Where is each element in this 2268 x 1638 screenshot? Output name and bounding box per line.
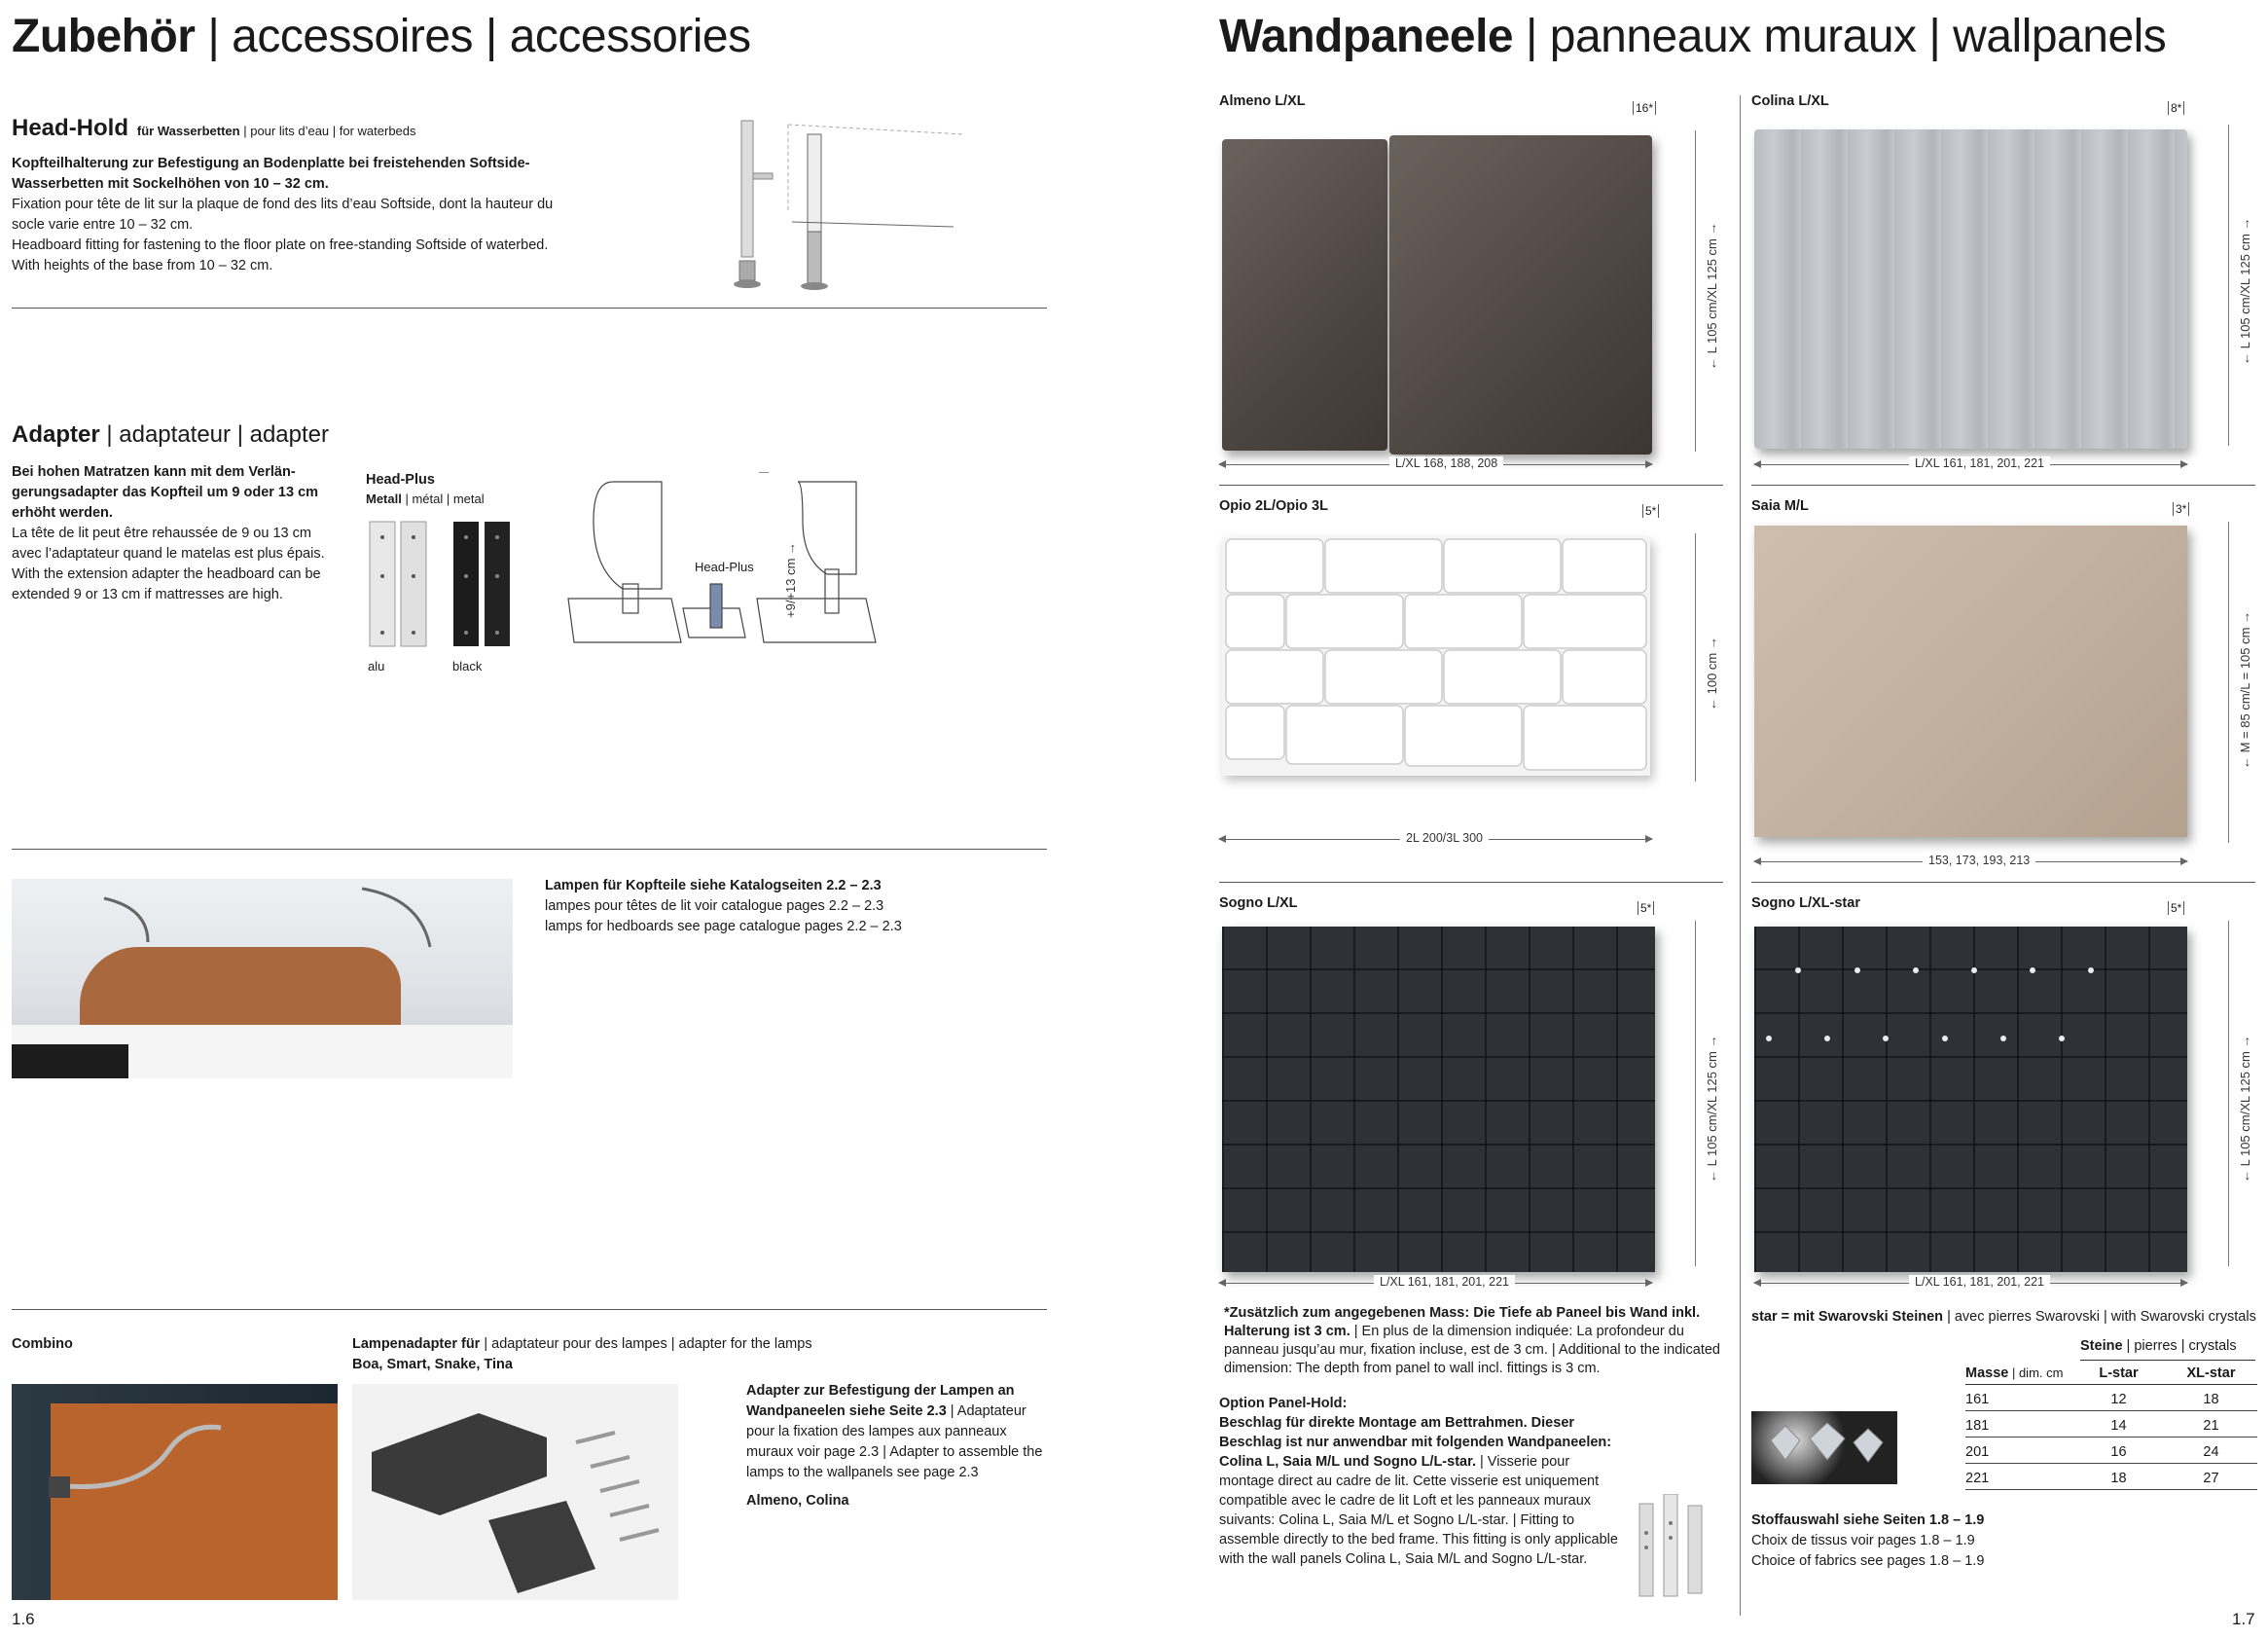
right-column-divider [1740, 95, 1741, 1616]
lampenadapter-photo [352, 1384, 678, 1600]
saia-height-line [2228, 522, 2229, 843]
adapter-en: With the extension adapter the headboard can be extended 9 or 13 cm if mattresses are high. [12, 566, 321, 602]
title-bold: Wandpaneele [1219, 11, 1514, 62]
almeno-panel-left [1222, 139, 1387, 451]
cell-xl: 27 [2203, 1471, 2219, 1486]
colina-height: ← L 105 cm/XL 125 cm → [2238, 217, 2252, 365]
headhold-en: Headboard fitting for fastening to the floor plate on free-standing Softside of waterbed. With heights of the base from 10 – 32 cm. [12, 237, 549, 273]
headplus-diagram-label: Head-Plus [695, 560, 754, 574]
swarovski-crystals-photo [1751, 1411, 1897, 1484]
headplus-sub-bold: Metall [366, 491, 402, 506]
panel-name-saia: Saia M/L [1751, 498, 1809, 514]
headplus-title: Head-Plus [366, 472, 435, 488]
lamps-en: lamps for hedboards see page catalogue pages 2.2 – 2.3 [545, 919, 902, 934]
star-note-bold: star = mit Swarovski Steinen [1751, 1309, 1944, 1325]
cell-xl: 24 [2203, 1444, 2219, 1460]
cell-masse: 221 [1965, 1471, 1990, 1486]
panel-hold-image [1635, 1494, 1722, 1606]
lampenadapter-desc [746, 1381, 1053, 1511]
panel-depth-saia: 3* [2173, 502, 2189, 516]
star-table-rows [1965, 1389, 2257, 1490]
sogno-panel [1222, 927, 1655, 1272]
panel-depth-opio: 5* [1642, 504, 1659, 518]
saia-panel [1754, 526, 2187, 837]
left-divider-2 [12, 849, 1047, 850]
panel-depth-sogno-star: 5* [2168, 901, 2184, 915]
left-divider-1 [12, 308, 1047, 309]
cell-masse: 161 [1965, 1392, 1990, 1407]
table-row [1965, 1441, 2257, 1464]
table-row [1965, 1415, 2257, 1438]
right-divider-1a [1219, 485, 1723, 486]
panel-name-opio: Opio 2L/Opio 3L [1219, 498, 1328, 514]
almeno-width: L/XL 168, 188, 208 [1389, 456, 1503, 470]
col-l-star: L-star [2099, 1365, 2139, 1381]
steine-header [2080, 1338, 2237, 1354]
fabrics-en: Choice of fabrics see pages 1.8 – 1.9 [1751, 1553, 1985, 1569]
lamps-fr: lampes pour têtes de lit voir catalogue pages 2.2 – 2.3 [545, 898, 884, 914]
panel-name-almeno: Almeno L/XL [1219, 93, 1306, 109]
fabrics-fr: Choix de tissus voir pages 1.8 – 1.9 [1751, 1533, 1975, 1548]
colina-height-line [2228, 125, 2229, 446]
label-alu: alu [368, 659, 385, 673]
cell-l: 14 [2110, 1418, 2127, 1434]
cell-xl: 18 [2203, 1392, 2219, 1407]
panel-hold-rest: | Visserie pour montage direct au cadre de lit. Cette visserie est uniquement compatible avec le cadre de lit Loft et les panneaux muraux suivants: Colina L, Saia M/L et Sogno L/L-star. | Fitting to assemble directly to the bed frame. This fitting is only applicable with the wall panels Colina L, Saia M/L and Sogno L/L-star. [1219, 1454, 1618, 1567]
panel-hold-title: Option Panel-Hold: [1219, 1396, 1348, 1411]
adapter-title-bold: Adapter [12, 421, 100, 448]
cell-masse: 201 [1965, 1444, 1990, 1460]
table-row [1965, 1468, 2257, 1490]
left-divider-3 [12, 1309, 1047, 1310]
panel-name-colina: Colina L/XL [1751, 93, 1829, 109]
adapter-bold-text: Bei hohen Matratzen kann mit dem Verlän-gerungsadapter das Kopfteil um 9 oder 13 cm erhöht werden. [12, 464, 319, 521]
panel-depth-sogno: 5* [1638, 901, 1654, 915]
almeno-panel-right [1389, 135, 1652, 455]
saia-width: 153, 173, 193, 213 [1923, 854, 2035, 867]
lampenadapter-title-bold: Lampenadapter für [352, 1336, 481, 1352]
colina-panel [1754, 129, 2187, 449]
cell-xl: 21 [2203, 1418, 2219, 1434]
fabrics-section [1751, 1511, 2160, 1572]
panel-depth-colina: 8* [2168, 101, 2184, 115]
opio-height: ← 100 cm → [1705, 637, 1719, 710]
page-number-right: 1.7 [2232, 1610, 2255, 1628]
headplus-sub-rest: | métal | metal [401, 491, 485, 506]
combino-photo [12, 1384, 338, 1600]
headhold-bold-text: Kopfteilhalterung zur Befestigung an Bodenplatte bei freistehenden Softside-Wasserbetten mit Sockelhöhen von 10 – 32 cm. [12, 156, 530, 192]
lampenadapter-desc-rest: | Adaptateur pour la fixation des lampes aux panneaux muraux voir page 2.3 | Adapter to assemble the lamps to the wallpanels see page 2.3 [746, 1403, 1043, 1480]
title-bold: Zubehör [12, 11, 196, 62]
sogno-star-height-line [2228, 921, 2229, 1266]
lampenadapter-models: Boa, Smart, Snake, Tina [352, 1357, 513, 1372]
opio-width: 2L 200/3L 300 [1400, 831, 1489, 845]
panel-name-sogno-star: Sogno L/XL-star [1751, 895, 1860, 911]
steine-header-rest: | pierres | crystals [2122, 1338, 2237, 1354]
lamps-text [545, 876, 1031, 937]
opio-panel [1222, 537, 1650, 776]
right-divider-2a [1219, 882, 1723, 883]
cell-l: 12 [2110, 1392, 2127, 1407]
adapter-section [12, 421, 333, 605]
panel-hold-bold: Beschlag für direkte Montage am Bettrahmen. Dieser Beschlag ist nur anwendbar mit folgenden Wandpaneelen: Colina L, Saia M/L und Sogno L/L-star. [1219, 1415, 1612, 1470]
cell-l: 18 [2110, 1471, 2127, 1486]
star-note-rest: | avec pierres Swarovski | with Swarovski crystals [1943, 1309, 2256, 1325]
headplus-plates-image [366, 518, 522, 649]
left-page-title [12, 11, 751, 62]
almeno-height: ← L 105 cm/XL 125 cm → [1705, 222, 1719, 370]
headhold-sub-bold: für Wasserbetten [136, 124, 240, 138]
adapter-fr: La tête de lit peut être rehaussée de 9 ou 13 cm avec l’adaptateur quand le matelas est plus épais. [12, 526, 325, 562]
title-rest: | panneaux muraux | wallpanels [1513, 11, 2167, 62]
table-row [1965, 1389, 2257, 1411]
lamps-photo [12, 879, 513, 1078]
fabrics-bold: Stoffauswahl siehe Seiten 1.8 – 1.9 [1751, 1512, 1985, 1528]
headplus-caption [366, 470, 485, 508]
right-page-title [1219, 11, 2167, 62]
steine-header-rule [2080, 1360, 2255, 1361]
page-number-left: 1.6 [12, 1610, 35, 1628]
title-rest: | accessoires | accessories [195, 11, 751, 62]
saia-height: ← M = 85 cm/L = 105 cm → [2238, 610, 2252, 769]
cell-masse: 181 [1965, 1418, 1990, 1434]
adapter-title-rest: | adaptateur | adapter [99, 421, 329, 448]
col-xl-star: XL-star [2186, 1365, 2236, 1381]
right-divider-2b [1751, 882, 2255, 883]
headplus-dim-label: +9/+13 cm → [783, 541, 798, 618]
lampenadapter-title [352, 1334, 1033, 1375]
headhold-illustration [710, 115, 983, 300]
headhold-section [12, 115, 557, 276]
sogno-star-width: L/XL 161, 181, 201, 221 [1909, 1275, 2050, 1289]
depth-note [1224, 1304, 1730, 1378]
lampenadapter-desc-bold: Adapter zur Befestigung der Lampen an Wandpaneelen siehe Seite 2.3 [746, 1383, 1015, 1419]
opio-height-line [1695, 533, 1696, 782]
sogno-star-height: ← L 105 cm/XL 125 cm → [2238, 1035, 2252, 1183]
lampenadapter-models2: Almeno, Colina [746, 1493, 849, 1509]
steine-header-bold: Steine [2080, 1338, 2123, 1354]
col-masse-rest: | dim. cm [2008, 1365, 2064, 1380]
headhold-sub-rest: | pour lits d’eau | for waterbeds [239, 124, 416, 138]
sogno-height: ← L 105 cm/XL 125 cm → [1705, 1035, 1719, 1183]
star-table [1965, 1365, 2257, 1490]
lampenadapter-title-rest: | adaptateur pour des lampes | adapter for the lamps [480, 1336, 812, 1352]
colina-width: L/XL 161, 181, 201, 221 [1909, 456, 2050, 470]
col-masse-bold: Masse [1965, 1365, 2009, 1381]
panel-hold-option [1219, 1394, 1628, 1569]
label-black: black [452, 659, 483, 673]
headhold-title: Head-Hold [12, 115, 128, 141]
cell-l: 16 [2110, 1444, 2127, 1460]
right-divider-1b [1751, 485, 2255, 486]
depth-note-bold: *Zusätzlich zum angegebenen Mass: Die Tiefe ab Paneel bis Wand inkl. Halterung ist 3 cm. [1224, 1305, 1701, 1339]
star-note [1751, 1309, 2256, 1325]
sogno-star-panel [1754, 927, 2187, 1272]
combino-title: Combino [12, 1336, 73, 1352]
headhold-fr: Fixation pour tête de lit sur la plaque de fond des lits d’eau Softside, dont la hauteur du socle varie entre 10 – 32 cm. [12, 197, 554, 233]
depth-note-rest: | En plus de la dimension indiquée: La profondeur du panneau jusqu’au mur, fixation incluse, est de 3 cm. | Additional to the indicated dimension: The depth from panel to wall incl. fittings is 3 cm. [1224, 1324, 1720, 1376]
sogno-width: L/XL 161, 181, 201, 221 [1374, 1275, 1515, 1289]
sogno-height-line [1695, 921, 1696, 1266]
panel-depth-almeno: 16* [1633, 101, 1656, 115]
lamps-bold: Lampen für Kopfteile siehe Katalogseiten 2.2 – 2.3 [545, 878, 882, 893]
panel-name-sogno: Sogno L/XL [1219, 895, 1298, 911]
almeno-height-line [1695, 130, 1696, 452]
